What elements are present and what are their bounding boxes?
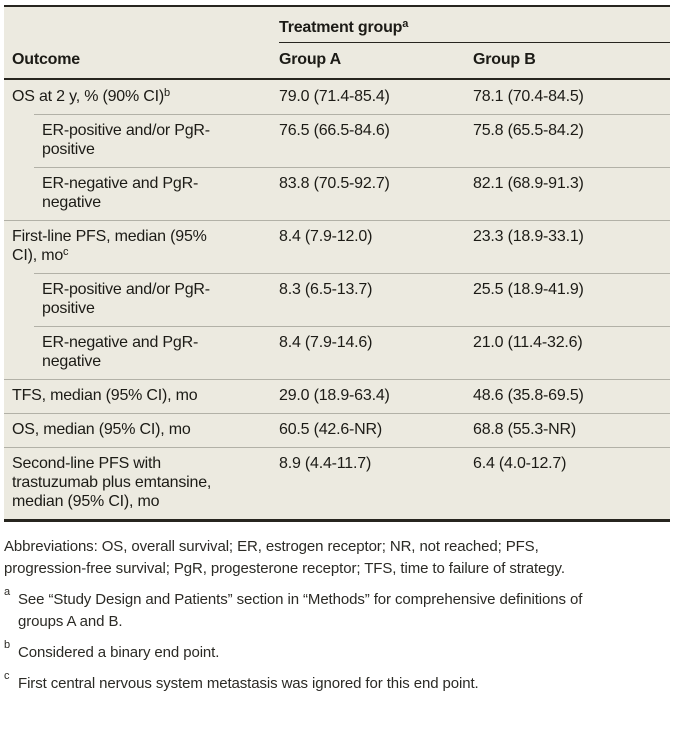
row-separator <box>4 379 670 380</box>
table-row <box>4 167 670 220</box>
table-row <box>4 447 670 519</box>
group-b-value: 6.4 (4.0-12.7) <box>473 455 567 472</box>
outcome-cell <box>4 80 279 114</box>
outcome-label: ER-negative and PgR-negative <box>42 334 199 370</box>
footnote-a: a See “Study Design and Patients” section in “Methods” for comprehensive definitions of groups A and B. <box>4 586 583 630</box>
outcome-label: ER-negative and PgR-negative <box>42 175 199 211</box>
table-row <box>4 379 670 413</box>
group-b-value: 78.1 (70.4-84.5) <box>473 88 584 105</box>
group-a-value: 29.0 (18.9-63.4) <box>279 387 390 404</box>
group-b-value: 75.8 (65.5-84.2) <box>473 122 584 139</box>
table-column-header-row <box>4 43 670 78</box>
group-a-value: 76.5 (66.5-84.6) <box>279 122 390 139</box>
treatment-group-span-header <box>279 7 670 43</box>
column-header-group-a: Group A <box>279 51 341 68</box>
footnotes <box>4 536 596 695</box>
row-separator <box>34 114 670 115</box>
table-row <box>4 80 670 114</box>
group-a-value: 8.4 (7.9-12.0) <box>279 228 373 245</box>
table-row <box>4 326 670 379</box>
group-a-value: 83.8 (70.5-92.7) <box>279 175 390 192</box>
outcome-cell <box>4 114 279 167</box>
outcome-cell <box>4 379 279 413</box>
group-a-value: 8.3 (6.5-13.7) <box>279 281 373 298</box>
row-separator <box>4 447 670 448</box>
table-row <box>4 413 670 447</box>
outcome-cell <box>4 447 279 519</box>
group-a-value: 8.9 (4.4-11.7) <box>279 455 372 472</box>
row-separator <box>4 413 670 414</box>
row-separator <box>34 273 670 274</box>
outcome-cell <box>4 167 279 220</box>
group-b-value: 21.0 (11.4-32.6) <box>473 334 583 351</box>
row-separator <box>34 167 670 168</box>
group-a-value: 60.5 (42.6-NR) <box>279 421 383 438</box>
treatment-group-footnote-marker: a <box>402 18 409 30</box>
group-b-value: 82.1 (68.9-91.3) <box>473 175 584 192</box>
group-b-value: 23.3 (18.9-33.1) <box>473 228 584 245</box>
footnote-b: b Considered a binary end point. <box>4 639 220 661</box>
footnote-marker: c <box>63 246 69 258</box>
group-b-value: 48.6 (35.8-69.5) <box>473 387 584 404</box>
footnote-c-text: First central nervous system metastasis was ignored for this end point. <box>18 675 479 692</box>
outcome-cell <box>4 413 279 447</box>
column-header-group-b: Group B <box>473 51 536 68</box>
table-header <box>4 7 670 80</box>
table-row <box>4 114 670 167</box>
outcomes-table <box>4 5 670 522</box>
header-spacer <box>4 7 279 43</box>
footnote-marker: b <box>164 87 170 99</box>
row-separator <box>4 220 670 221</box>
column-header-outcome: Outcome <box>12 51 80 68</box>
outcome-cell <box>4 220 279 273</box>
row-separator <box>34 326 670 327</box>
group-a-value: 79.0 (71.4-85.4) <box>279 88 390 105</box>
abbreviations-note: Abbreviations: OS, overall survival; ER, estrogen receptor; NR, not reached; PFS, progression-free survival; PgR, progesterone receptor; TFS, time to failure of strategy. <box>4 538 565 577</box>
outcome-label: ER-positive and/or PgR-positive <box>42 281 210 317</box>
outcome-label: TFS, median (95% CI), mo <box>12 387 198 404</box>
footnote-b-text: Considered a binary end point. <box>18 644 220 661</box>
group-b-value: 68.8 (55.3-NR) <box>473 421 577 438</box>
group-b-value: 25.5 (18.9-41.9) <box>473 281 584 298</box>
group-a-value: 8.4 (7.9-14.6) <box>279 334 373 351</box>
table-row <box>4 273 670 326</box>
outcome-cell <box>4 326 279 379</box>
outcome-label: OS at 2 y, % (90% CI) <box>12 88 164 105</box>
table-row <box>4 220 670 273</box>
outcome-label: First-line PFS, median (95% CI), mo <box>12 228 207 264</box>
outcome-label: OS, median (95% CI), mo <box>12 421 191 438</box>
treatment-group-label: Treatment group <box>279 19 403 36</box>
outcome-label: ER-positive and/or PgR-positive <box>42 122 210 158</box>
footnote-c: c First central nervous system metastasis was ignored for this end point. <box>4 670 479 692</box>
outcome-cell <box>4 273 279 326</box>
table-header-span-row <box>4 7 670 43</box>
outcome-label: Second-line PFS with trastuzumab plus emtansine, median (95% CI), mo <box>12 455 212 510</box>
footnote-a-text: See “Study Design and Patients” section in “Methods” for comprehensive definitions of groups A and B. <box>18 591 583 630</box>
